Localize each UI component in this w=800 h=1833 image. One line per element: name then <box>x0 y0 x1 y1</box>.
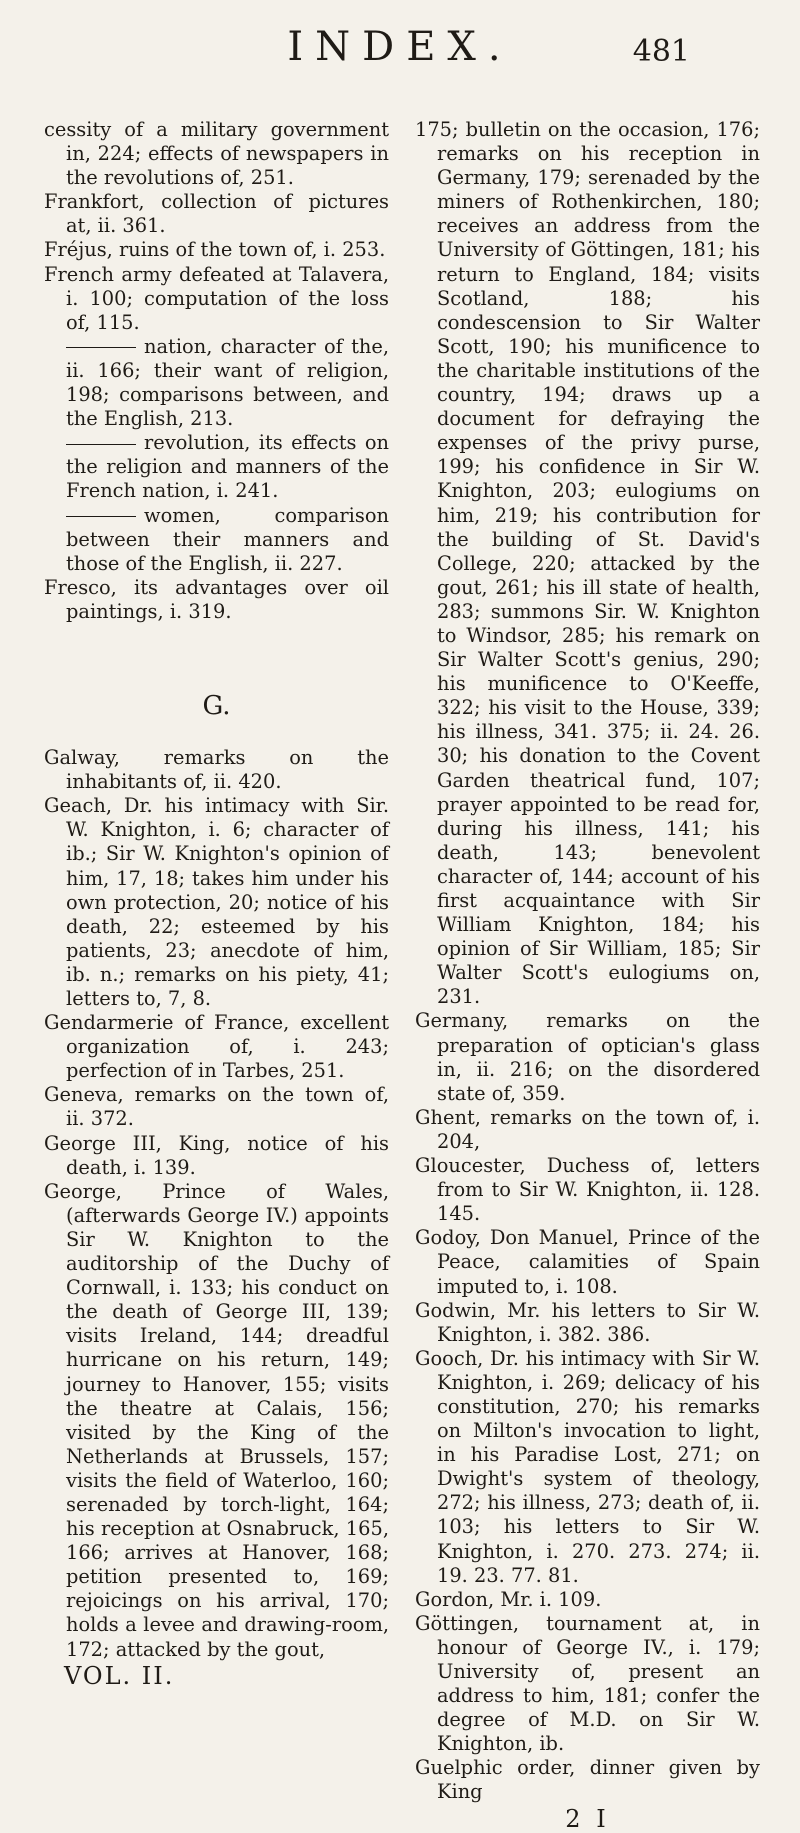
index-entry <box>44 504 389 576</box>
index-entry <box>44 746 389 794</box>
index-entry <box>44 1011 389 1083</box>
entry-text: Geach, Dr. his intimacy with Sir. W. Knighton, i. 6; character of ib.; Sir W. Knighton's opinion of him, 17, 18; takes him under his own protection, 20; notice of his death, 22; esteemed by his patients, 23; anecdote of him, ib. n.; remarks on his piety, 41; letters to, 7, 8. <box>44 794 389 1010</box>
left-column <box>44 118 389 1688</box>
entry-text: Gendarmerie of France, excellent organization of, i. 243; perfection of in Tarbes, 251. <box>44 1011 389 1083</box>
signature-mark: 2 I <box>565 1804 610 1833</box>
right-entries <box>415 118 760 1805</box>
entry-text: women, comparison between their manners and those of the English, ii. 227. <box>66 503 389 575</box>
entry-text: Frankfort, collection of pictures at, ii. 361. <box>44 190 389 238</box>
index-entry <box>44 1132 389 1180</box>
index-entry <box>415 1347 760 1588</box>
entry-text: George, Prince of Wales, (afterwards George IV.) appoints Sir W. Knighton to the auditorship of the Duchy of Cornwall, i. 133; his conduct on the death of George III, 139; visits Ireland, 144; dreadful hurricane on his return, 149; journey to Hanover, 155; visits the theatre at Calais, 156; visited by the King of the Netherlands at Brussels, 157; visits the field of Waterloo, 160; serenaded by torch-light, 164; his reception at Osnabruck, 165, 166; arrives at Hanover, 168; petition presented to, 169; rejoicings on his arrival, 170; holds a levee and drawing-room, 172; attacked by the gout, <box>44 1179 389 1661</box>
entry-text: Godoy, Don Manuel, Prince of the Peace, calamities of Spain imputed to, i. 108. <box>415 1226 760 1298</box>
index-entry <box>415 1588 760 1612</box>
entry-text: Germany, remarks on the preparation of optician's glass in, ii. 216; on the disordered state of, 359. <box>415 1009 760 1105</box>
index-entry <box>44 118 389 190</box>
index-entry <box>415 1226 760 1298</box>
entry-text: George III, King, notice of his death, i. 139. <box>44 1131 389 1179</box>
index-entry <box>44 238 389 262</box>
index-entry <box>415 1009 760 1105</box>
index-entry <box>415 1612 760 1757</box>
entry-text: Ghent, remarks on the town of, i. 204, <box>415 1105 760 1153</box>
index-entry <box>44 431 389 503</box>
repeat-dash <box>66 516 136 517</box>
index-entry <box>44 190 389 238</box>
page-title: INDEX. <box>287 24 513 70</box>
entry-text: Fresco, its advantages over oil paintings, i. 319. <box>44 575 389 623</box>
entry-text: Göttingen, tournament at, in honour of George IV., i. 179; University of, present an address to him, 181; confer the degree of M.D. on Sir W. Knighton, ib. <box>415 1611 760 1756</box>
entry-text: Gooch, Dr. his intimacy with Sir W. Knighton, i. 269; delicacy of his constitution, 270; his remarks on Milton's invocation to light, in his Paradise Lost, 271; on Dwight's system of theology, 272; his illness, 273; death of, ii. 103; his letters to Sir W. Knighton, i. 270. 273. 274; ii. 19. 23. 77. 81. <box>415 1346 760 1587</box>
page-header <box>0 18 800 78</box>
index-entry <box>415 1756 760 1804</box>
index-entry <box>415 1299 760 1347</box>
right-column <box>415 118 760 1831</box>
entry-text: Fréjus, ruins of the town of, i. 253. <box>44 238 386 262</box>
section-letter: G. <box>202 690 231 721</box>
entry-text: 175; bulletin on the occasion, 176; remarks on his reception in Germany, 179; serenaded by the miners of Rothenkirchen, 180; receives an address from the University of Göttingen, 181; his return to England, 184; visits Scotland, 188; his condescension to Sir Walter Scott, 190; his munificence to the charitable institutions of the country, 194; draws up a document for defraying the expenses of the privy purse, 199; his confidence in Sir W. Knighton, 203; eulogiums on him, 219; his contribution for the building of St. David's College, 220; attacked by the gout, 261; his ill state of health, 283; summons Sir. W. Knighton to Windsor, 285; his remark on Sir Walter Scott's genius, 290; his munificence to O'Keeffe, 322; his visit to the House, 339; his illness, 341. 375; ii. 24. 26. 30; his donation to the Covent Garden theatrical fund, 107; prayer appointed to be read for, during his illness, 141; his death, 143; benevolent character of, 144; account of his first acquaintance with Sir William Knighton, 184; his opinion of Sir William, 185; Sir Walter Scott's eulogiums on, 231. <box>415 118 760 1009</box>
entry-text: nation, character of the, ii. 166; their want of religion, 198; comparisons between, and the English, 213. <box>66 334 389 431</box>
index-entry <box>415 1154 760 1226</box>
left-entries-after <box>44 746 389 1662</box>
entry-text: Geneva, remarks on the town of, ii. 372. <box>44 1083 389 1131</box>
entry-text: Gordon, Mr. i. 109. <box>415 1587 602 1611</box>
entry-text: Godwin, Mr. his letters to Sir W. Knighton, i. 382. 386. <box>415 1298 760 1346</box>
entry-text: cessity of a military government in, 224; effects of newspapers in the revolutions of, 251. <box>44 118 389 190</box>
left-entries-before <box>44 118 389 624</box>
entry-text: Galway, remarks on the inhabitants of, ii. 420. <box>44 746 389 794</box>
index-entry <box>415 1106 760 1154</box>
volume-signature: VOL. II. <box>64 1661 175 1690</box>
index-entry <box>44 1180 389 1662</box>
entry-text: Guelphic order, dinner given by King <box>415 1756 760 1804</box>
index-entry <box>44 335 389 431</box>
entry-text: revolution, its effects on the religion and manners of the French nation, i. 241. <box>66 431 389 503</box>
entry-text: French army defeated at Talavera, i. 100; computation of the loss of, 115. <box>44 262 389 334</box>
entry-text: Gloucester, Duchess of, letters from to Sir W. Knighton, ii. 128. 145. <box>415 1154 760 1226</box>
page-number: 481 <box>632 34 690 69</box>
index-entry <box>44 263 389 335</box>
index-entry <box>44 1083 389 1131</box>
index-entry <box>44 576 389 624</box>
repeat-dash <box>66 444 136 445</box>
index-entry <box>44 794 389 1011</box>
index-entry <box>415 118 760 1009</box>
repeat-dash <box>66 347 136 348</box>
